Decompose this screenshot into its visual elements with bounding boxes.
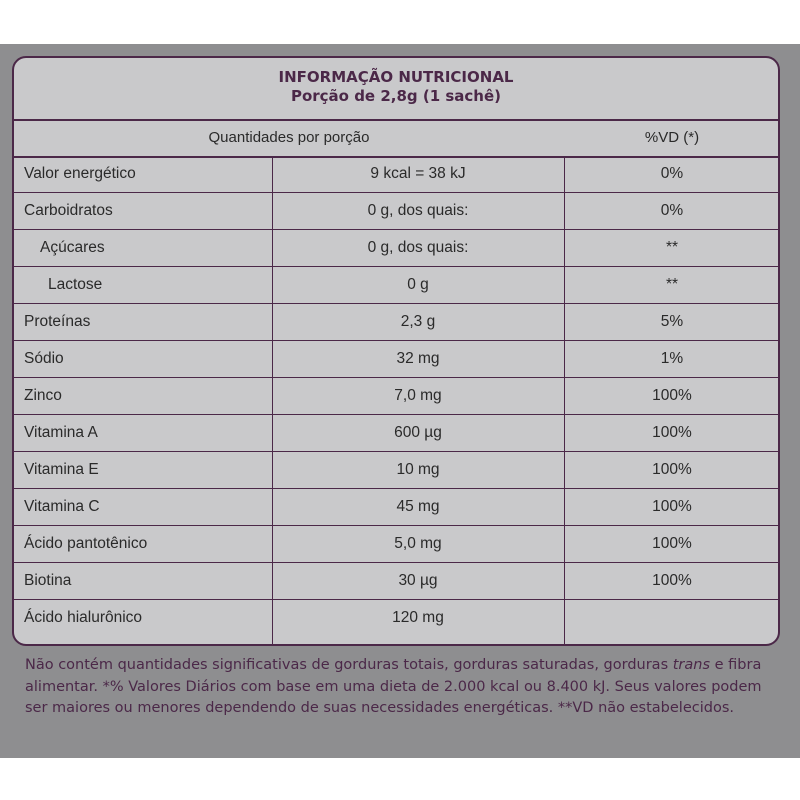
nutrient-amount: 0 g, dos quais:	[367, 239, 469, 256]
table-row	[14, 415, 778, 452]
nutrient-amount: 10 mg	[396, 461, 440, 478]
nutrient-vd: 100%	[652, 387, 692, 404]
header-vd: %VD (*)	[644, 129, 700, 146]
nutrient-name: Açúcares	[40, 239, 105, 256]
nutrient-vd: 100%	[652, 461, 692, 478]
table-row	[14, 378, 778, 415]
table-title-block	[14, 58, 778, 121]
table-row	[14, 230, 778, 267]
nutrient-vd: 100%	[652, 424, 692, 441]
nutrient-name: Proteínas	[24, 313, 91, 330]
portion-size: Porção de 2,8g (1 sachê)	[290, 87, 502, 105]
nutrient-vd: 100%	[652, 535, 692, 552]
nutrient-vd: **	[665, 276, 679, 293]
nutrient-vd: 0%	[660, 165, 684, 182]
table-row	[14, 452, 778, 489]
nutrient-name: Vitamina A	[24, 424, 98, 441]
nutrient-name: Vitamina E	[24, 461, 99, 478]
table-header-row	[14, 119, 778, 158]
nutrient-vd: **	[665, 239, 679, 256]
nutrient-amount: 600 µg	[394, 424, 442, 441]
table-row	[14, 600, 778, 637]
footnote	[25, 655, 785, 720]
nutrient-name: Ácido hialurônico	[24, 609, 143, 626]
column-divider-left	[272, 156, 273, 644]
nutrient-amount: 30 µg	[398, 572, 438, 589]
table-row	[14, 193, 778, 230]
nutrient-amount: 32 mg	[396, 350, 440, 367]
nutrient-vd: 0%	[660, 202, 684, 219]
nutrient-amount: 2,3 g	[400, 313, 436, 330]
header-quantities: Quantidades por porção	[208, 129, 370, 146]
column-divider-right	[564, 156, 565, 644]
footnote-text-2: e fibra alimentar. *% Valores Diários com base em uma dieta de 2.000 kcal ou 8.400 kJ. Seus valores podem ser maiores ou menores dependendo de suas necessidades energéticas. **VD não estabelecidos.	[25, 657, 762, 716]
nutrient-amount: 45 mg	[396, 498, 440, 515]
nutrient-vd: 1%	[660, 350, 684, 367]
nutrient-name: Vitamina C	[24, 498, 100, 515]
nutrient-amount: 5,0 mg	[394, 535, 442, 552]
footnote-italic-trans: trans	[672, 657, 711, 673]
nutrient-vd: 5%	[660, 313, 684, 330]
table-row	[14, 526, 778, 563]
table-row	[14, 156, 778, 193]
nutrient-name: Ácido pantotênico	[24, 535, 148, 552]
nutrient-name: Valor energético	[24, 165, 136, 182]
nutrient-amount: 0 g	[407, 276, 429, 293]
table-row	[14, 267, 778, 304]
nutrient-name: Zinco	[24, 387, 62, 404]
table-row	[14, 304, 778, 341]
nutrient-amount: 7,0 mg	[394, 387, 442, 404]
nutrient-vd: 100%	[652, 572, 692, 589]
nutrition-facts-table	[12, 56, 780, 646]
nutrient-amount: 0 g, dos quais:	[367, 202, 469, 219]
table-body	[14, 156, 778, 637]
table-row	[14, 563, 778, 600]
table-row	[14, 341, 778, 378]
footnote-text-1: Não contém quantidades significativas de gorduras totais, gorduras saturadas, gorduras	[25, 657, 673, 673]
nutrient-name: Sódio	[24, 350, 64, 367]
nutrient-name: Carboidratos	[24, 202, 113, 219]
table-row	[14, 489, 778, 526]
nutrient-vd: 100%	[652, 498, 692, 515]
nutrient-amount: 120 mg	[392, 609, 444, 626]
nutrient-amount: 9 kcal = 38 kJ	[370, 165, 466, 182]
nutrient-name: Lactose	[48, 276, 103, 293]
nutrient-name: Biotina	[24, 572, 72, 589]
table-title: INFORMAÇÃO NUTRICIONAL	[278, 68, 514, 86]
